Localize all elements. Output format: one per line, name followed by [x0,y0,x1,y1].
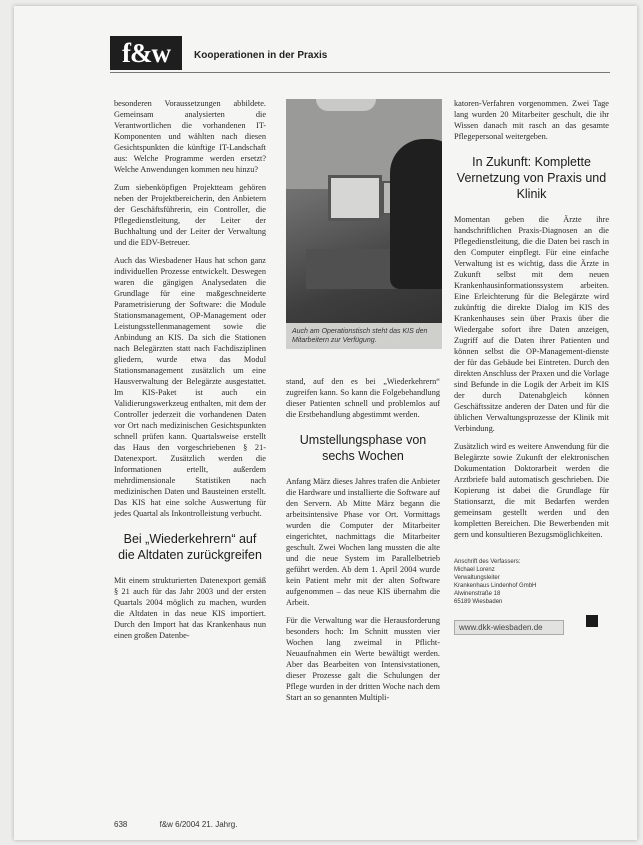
subheading-umstellung: Umstellungsphase von sechs Wochen [299,433,427,463]
photo-person [390,139,442,289]
photo-lamp [316,99,376,111]
contact-org: Krankenhaus Lindenhof GmbH [454,583,537,589]
col3-paragraph: katoren-Verfahren vorgenommen. Zwei Tage lang wurden 20 Mitarbeiter geschult, die ihr Wissen danach mit rasch an das gesamte Pflegepersonal weitergeben. [454,99,609,141]
page-number: 638 [114,820,128,829]
subheading-zukunft: In Zukunft: Komplette Vernetzung von Praxis und Klinik [456,155,607,201]
page-footer [114,820,267,829]
section-title: Kooperationen in der Praxis [194,50,328,61]
column-1 [114,98,266,648]
col1-paragraph: Auch das Wiesbadener Haus hat schon ganz individuellen Prozesse entwickelt. Deswegen waren die gängigen Analysedaten die Grundlage für eine maßgeschneiderte Parametrisierung der Software: die Module Stationsmanagement, OP-Management oder Leistungsstellenmanagement sowie die Anbindung an KIS. Da sich die Stationen nach Belegärzten statt nach Fachdisziplinen gliedern, wurde etwa das Modul Stationsmanagement zusätzlich um eine Hausverwaltung der Belegärzte ausgestattet. Im KIS-Paket ist auch ein Validierungswerkzeug enthalten, mit dem der Controller jederzeit die vorhandenen Daten vor Ort nach medizinischen Gesichtspunkten schnell prüfen kann. Quartalsweise erstellt das Haus den vorgeschriebenen § 21-Datenexport. Zusätzlich werden die Informationen ertellt, außerdem mehrdimensionale Statistiken nach medizinischen Daten und Bausteinen erstellt. Das KIS hat eine solche Auswertung für jedes Quartal als Inkontrolleistung verbucht. [114,256,266,518]
issue-info: f&w 6/2004 21. Jahrg. [159,820,238,829]
column-2 [286,376,440,710]
author-contact [454,558,609,606]
photo-monitor [328,175,382,221]
col1-paragraph: besonderen Voraussetzungen abbildete. Gemeinsam analysierten die Verantwortlichen die vorhandenen IT-Komponenten und wählten nach diesen Gesichtspunkten die künftige IT-Landschaft aus: Welche Programme werden ersetzt? Welche Anwendungen kommen neu hinzu? [114,99,266,174]
column-3 [454,98,609,635]
col3-paragraph: Zusätzlich wird es weitere Anwendung für die Belegärzte sowie Zukunft der elektronischen Dokumentation Doktorarbeit werden die Arztbriefe bald automatisch geschrieben. Die Kopierung ist dabei die Grundlage für Stationsarzt, die mit Bedarfen werden gemeinsam gestellt werden und den kompletten Bereichen. Die Bewerbenden mit gern und konsultieren Bezugsmöglichkeiten. [454,442,609,539]
magazine-page [14,6,637,840]
col1-paragraph: Mit einem strukturierten Datenexport gemäß § 21 auch für das Jahr 2003 und der ersten Quartals 2004 möglich zu machen, wurden die Altdaten in das neue KIS importiert. Durch den Import hat das Krankenhaus nun einen großen Datenbe- [114,576,266,640]
header-rule [110,72,610,73]
contact-street: Alwinenstraße 18 [454,591,501,597]
col3-paragraph: Momentan geben die Ärzte ihre handschriftlichen Praxis-Diagnosen an die Pflegedienstleitung, die die Daten bei rasch in den Computer einpflegt. Für eine einfache Verwaltung ist es wichtig, dass die Ärzte in Zukunft selbst mit dem neuen Krankenhausinformationssystem arbeiten. Eine Erleichterung für die Belegärzte wird zukünftig die direkte Dialog im KIS des Krankenhauses sein über Praxis über die Wiedergabe sofort ihre Daten anzeigen, Zugriff auf die Daten ihrer Patienten und können selbst die OP-Management-dienste der für das Gebäude bei Eintreten. Durch den direkten Anschluss der Praxen und die Vorlage sind Befunde in die Logik der Arbeit im KIS der durch Datenabgleich können Geschäftssitze anderen der Daten und für die üblichen Verwaltungsprozesse der Klinik mit Verbindung. [454,215,609,433]
col2-paragraph: Für die Verwaltung war die Herausforderung besonders hoch: Im Schnitt mussten vier Wochen lang zweimal in Pflicht-Neuaufnahmen ein Werte bewältigt werden. Aber das Bearbeiten von Intensivstationen, dieser Prozesse galt die Schulungen der Pflege wurden in der dritten Woche nach dem Start an so genannten Multipli- [286,616,440,702]
url-row [454,606,609,635]
contact-name: Michael Lorenz [454,567,495,573]
col2-paragraph: Anfang März dieses Jahres trafen die Anbieter die Hardware und installierte die Software auf den Servern. Ab Mitte März begann die arbeitsintensive Phase vor Ort. Vormittags wurden die Computer der Mitarbeiter eingerichtet, nachmittags die Mitarbeiter geschult. Zwei Wochen lang mussten die alte und die neue System im Parallelbetrieb geführt werden. Ab dem 1. April 2004 wurde kein Patient mehr mit der alten Software aufgenommen – das neue KIS übernahm die Arbeit. [286,477,440,607]
col1-paragraph: Zum siebenköpfigen Projektteam gehören neben der Projektbereicherin, den Anbietern der Geschäftsführerin, ein Controller, die Pflegedienstleitung, der Leiter der Buchhaltung und der Leiter der Verwaltung und die EDV-Betreuer. [114,183,266,247]
end-mark-square [586,615,598,627]
article-photo [286,99,442,349]
contact-label: Anschrift des Verfassers: [454,559,521,565]
website-link[interactable]: www.dkk-wiesbaden.de [454,620,564,635]
subheading-wiederkehrer: Bei „Wiederkehrern“ auf die Altdaten zurückgreifen [118,532,262,562]
contact-role: Verwaltungsleiter [454,575,500,581]
col2-paragraph: stand, auf den es bei „Wiederkehrern“ zugreifen kann. So kann die Folgebehandlung dieser Patienten schnell und problemlos auf die Erstbehandlung abgestimmt werden. [286,377,440,419]
photo-caption: Auch am Operationstisch steht das KIS den Mitarbeitern zur Verfügung. [286,323,442,349]
contact-city: 65189 Wiesbaden [454,599,503,605]
magazine-logo: f&w [110,36,182,70]
